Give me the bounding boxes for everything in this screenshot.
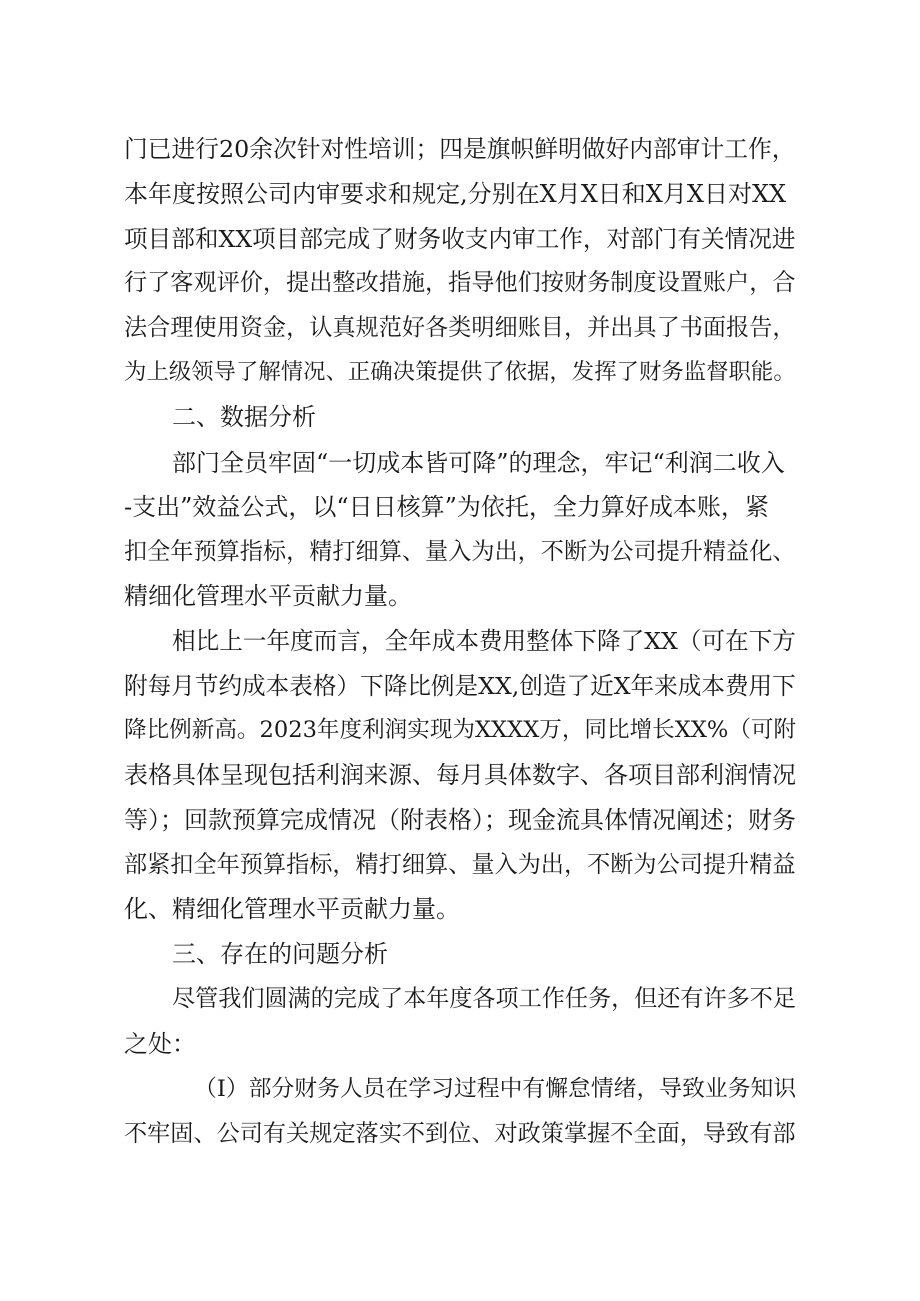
paragraph-line: 精细化管理水平贡献力量。 bbox=[124, 582, 412, 610]
paragraph-line: 项目部和XX项目部完成了财务收支内审工作，对部门有关情况进 bbox=[124, 225, 796, 253]
paragraph-line: -支出”效益公式，以“日日核算”为依托，全力算好成本账，紧 bbox=[124, 493, 769, 521]
paragraph-line: 表格具体呈现包括利润来源、每月具体数字、各项目部利润情况 bbox=[124, 761, 796, 789]
paragraph-line: 门已进行20余次针对性培训；四是旗帜鲜明做好内部审计工作， bbox=[124, 135, 796, 163]
paragraph-line: 部紧扣全年预算指标，精打细算、量入为出，不断为公司提升精益 bbox=[124, 851, 796, 878]
list-item-line: （I）部分财务人员在学习过程中有懈怠情绪，导致业务知识 bbox=[194, 1076, 797, 1102]
paragraph-line: 降比例新高。2023年度利润实现为XXXX万，同比增长XX%（可附 bbox=[124, 717, 797, 743]
paragraph-line: 为上级领导了解情况、正确决策提供了依据，发挥了财务监督职能。 bbox=[124, 359, 796, 385]
paragraph-line: 等）；回款预算完成情况（附表格）；现金流具体情况阐述；财务 bbox=[124, 806, 796, 834]
paragraph-line: 化、精细化管理水平贡献力量。 bbox=[124, 895, 460, 923]
list-item-line: 不牢固、公司有关规定落实不到位、对政策掌握不全面，导致有部 bbox=[124, 1120, 796, 1147]
paragraph-line: 之处： bbox=[124, 1030, 196, 1058]
section-heading-problem-analysis: 三、存在的问题分析 bbox=[172, 940, 388, 968]
paragraph-line: 部门全员牢固“一切成本皆可降”的理念，牢记“利润二收入 bbox=[172, 449, 785, 477]
paragraph-line: 附每月节约成本表格）下降比例是XX,创造了近X年来成本费用下 bbox=[124, 672, 796, 700]
paragraph-line: 行了客观评价，提出整改措施，指导他们按财务制度设置账户，合 bbox=[124, 269, 796, 296]
section-heading-data-analysis: 二、数据分析 bbox=[172, 403, 316, 431]
paragraph-line: 法合理使用资金，认真规范好各类明细账目，并出具了书面报告， bbox=[124, 314, 796, 341]
paragraph-line: 扣全年预算指标，精打细算、量入为出，不断为公司提升精益化、 bbox=[124, 538, 796, 565]
paragraph-line: 尽管我们圆满的完成了本年度各项工作任务，但还有许多不足 bbox=[172, 986, 796, 1012]
paragraph-line: 相比上一年度而言，全年成本费用整体下降了XX（可在下方 bbox=[172, 627, 796, 655]
paragraph-line: 本年度按照公司内审要求和规定,分别在X月X日和X月X日对XX bbox=[124, 180, 787, 208]
